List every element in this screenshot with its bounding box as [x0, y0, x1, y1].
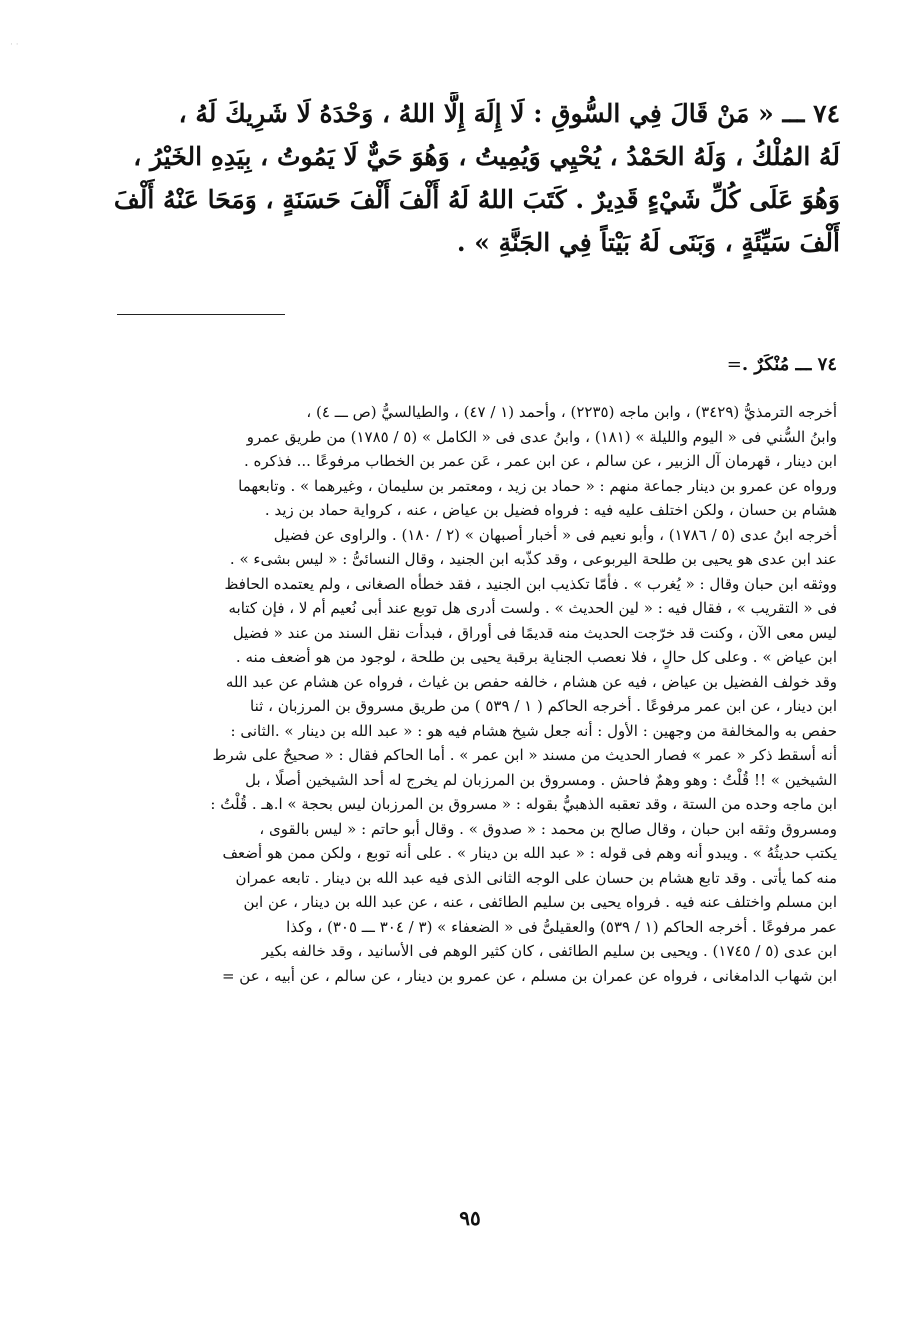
hadith-line-1: [110, 92, 840, 135]
note-line: ابن مسلم واختلف عنه فيه . فرواه يحيى بن سليم الطائفى ، عنه ، عن عبد الله بن دينار ، عن ابن: [243, 893, 837, 911]
note-line: ابن شهاب الدامغانى ، فرواه عن عمران بن مسلم ، عن عمرو بن دينار ، عن سالم ، عن أبيه ، عن =: [221, 966, 837, 985]
note-line: حفص به والمخالفة من وجهين : الأول : أنه جعل شيخ هشام فيه هو : « عبد الله بن دينار » .الثانى :: [230, 721, 837, 740]
hadith-line-2: لَهُ المُلْكُ ، وَلَهُ الحَمْدُ ، يُحْيِي وَيُمِيتُ ، وَهُوَ حَيٌّ لَا يَمُوتُ ، بِيَدِهِ الخَيْرُ ،: [133, 142, 840, 171]
page-number: ٩٥: [459, 1206, 481, 1230]
note-line: وقد خولف الفضيل بن عياض ، فيه عن هشام ، خالفه حفص بن غياث ، فرواه عن هشام عن عبد الله: [225, 672, 837, 691]
hadith-line-1-text: « مَنْ قَالَ فِي السُّوقِ : لَا إِلَهَ إِلَّا اللهُ ، وَحْدَهُ لَا شَرِيكَ لَهُ ،: [178, 99, 774, 128]
verdict-continuation-marker: =: [726, 354, 742, 375]
note-line: ليس معى الآن ، وكنت قد خرّجت الحديث منه قديمًا فى أوراق ، فبدأت نقل السند من عند « فضيل: [232, 623, 837, 642]
note-line: منه كما يأتى . وقد تابع هشام بن حسان على الوجه الثانى الذى فيه عبد الله بن دينار . تابعه عمران: [235, 868, 837, 887]
note-line: ابن عياض » . وعلى كل حالٍ ، فلا نعصب الجناية برقبة يحيى بن طلحة ، لوجود من هو أضعف منه .: [235, 648, 837, 666]
note-line: فى « التقريب » ، فقال فيه : « لين الحديث » . ولست أدرى هل توبع عند أبى نُعيم أم لا ، فإن كتابه: [228, 599, 837, 617]
hadith-number: ٧٤ ـــ: [782, 99, 840, 128]
verdict-text: ٧٤ ـــ مُنْكَرٌ .: [741, 354, 837, 375]
note-line: وابنُ السُّني فى « اليوم والليلة » (١٨١) ، وابنُ عدى فى « الكامل » (٥ / ١٧٨٥) من طريق عمرو: [246, 427, 837, 446]
note-line: عند ابن عدى هو يحيى بن طلحة اليربوعى ، وقد كذّبه ابن الجنيد ، وقال النسائىُّ : « ليس بشىء » .: [229, 550, 837, 568]
note-line: ابن عدى (٥ / ١٧٤٥) . ويحيى بن سليم الطائفى ، كان كثير الوهم فى الأسانيد ، وقد خالفه بكير: [261, 942, 837, 960]
note-line: ابن ماجه وحده من الستة ، وقد تعقبه الذهبيُّ بقوله : « مسروق بن المرزبان ليس بحجة » ا.هـ . قُلْتُ :: [210, 795, 837, 813]
note-line: أخرجه ابنُ عدى (٥ / ١٧٨٦) ، وأبو نعيم فى « أخبار أصبهان » (٢ / ١٨٠) . والراوى عن فضيل: [273, 525, 837, 544]
note-line: يكتب حديثُهُ » . ويبدو أنه وهم فى قوله : « عبد الله بن دينار » . على أنه توبع ، ولكن ممن هو أضعف: [222, 844, 837, 862]
note-line: عمر مرفوعًا . أخرجه الحاكم (١ / ٥٣٩) والعقيلىُّ فى « الضعفاء » (٣ / ٣٠٤ ـــ ٣٠٥) ، وكذا: [286, 917, 837, 936]
note-line: ورواه عن عمرو بن دينار جماعة منهم : « حماد بن زيد ، ومعتمر بن سليمان ، وغيرهما » . وتابعهما: [238, 476, 837, 495]
note-line: ووثقه ابن حبان وقال : « يُغرب » . فأمّا تكذيب ابن الجنيد ، فقد خطأه الصغانى ، ولم يعتمده الحافظ: [224, 574, 837, 593]
footnote-separator-rule: [117, 314, 285, 315]
note-line: ابن دينار ، عن ابن عمر مرفوعًا . أخرجه الحاكم ( ١ / ٥٣٩ ) من طريق مسروق بن المرزبان ، ثنا: [250, 697, 837, 715]
note-line: أنه أسقط ذكر « عمر » فصار الحديث من مسند « ابن عمر » . أما الحاكم فقال : « صحيحٌ على شرط: [212, 746, 837, 764]
note-line: أخرجه الترمذيُّ (٣٤٢٩) ، وابن ماجه (٢٢٣٥) ، وأحمد (١ / ٤٧) ، والطيالسيُّ (ص ـــ ٤) ،: [306, 403, 837, 421]
note-line: الشيخين » !! قُلْتُ : وهو وهمٌ فاحش . ومسروق بن المرزبان لم يخرج له أحد الشيخين أصلًا ، بل: [245, 770, 837, 789]
takhrij-notes: [104, 400, 837, 988]
hadith-line-3: وَهُوَ عَلَى كُلِّ شَيْءٍ قَدِيرٌ . كَتَبَ اللهُ لَهُ أَلْفَ أَلْفَ حَسَنَةٍ ، وَمَحَا عَنْهُ أَلْفَ: [113, 185, 840, 214]
note-line: ابن دينار ، قهرمان آل الزبير ، عن سالم ، عن ابن عمر ، عَن عمر بن الخطاب مرفوعًا ... فذكره .: [244, 452, 837, 470]
hadith-line-4: أَلْفَ سَيِّئَةٍ ، وَبَنَى لَهُ بَيْتاً فِي الجَنَّةِ » .: [456, 228, 840, 257]
hadith-text: [110, 92, 840, 264]
hadith-verdict: [520, 354, 837, 375]
note-line: هشام بن حسان ، ولكن اختلف عليه فيه : فرواه فضيل بن عياض ، عنه ، كرواية حماد بن زيد .: [264, 501, 837, 519]
scan-artifact-mark: · ·: [10, 40, 19, 50]
note-line: ومسروق وثقه ابن حبان ، وقال صالح بن محمد : « صدوق » . وقال أبو حاتم : « ليس بالقوى ،: [259, 819, 837, 838]
